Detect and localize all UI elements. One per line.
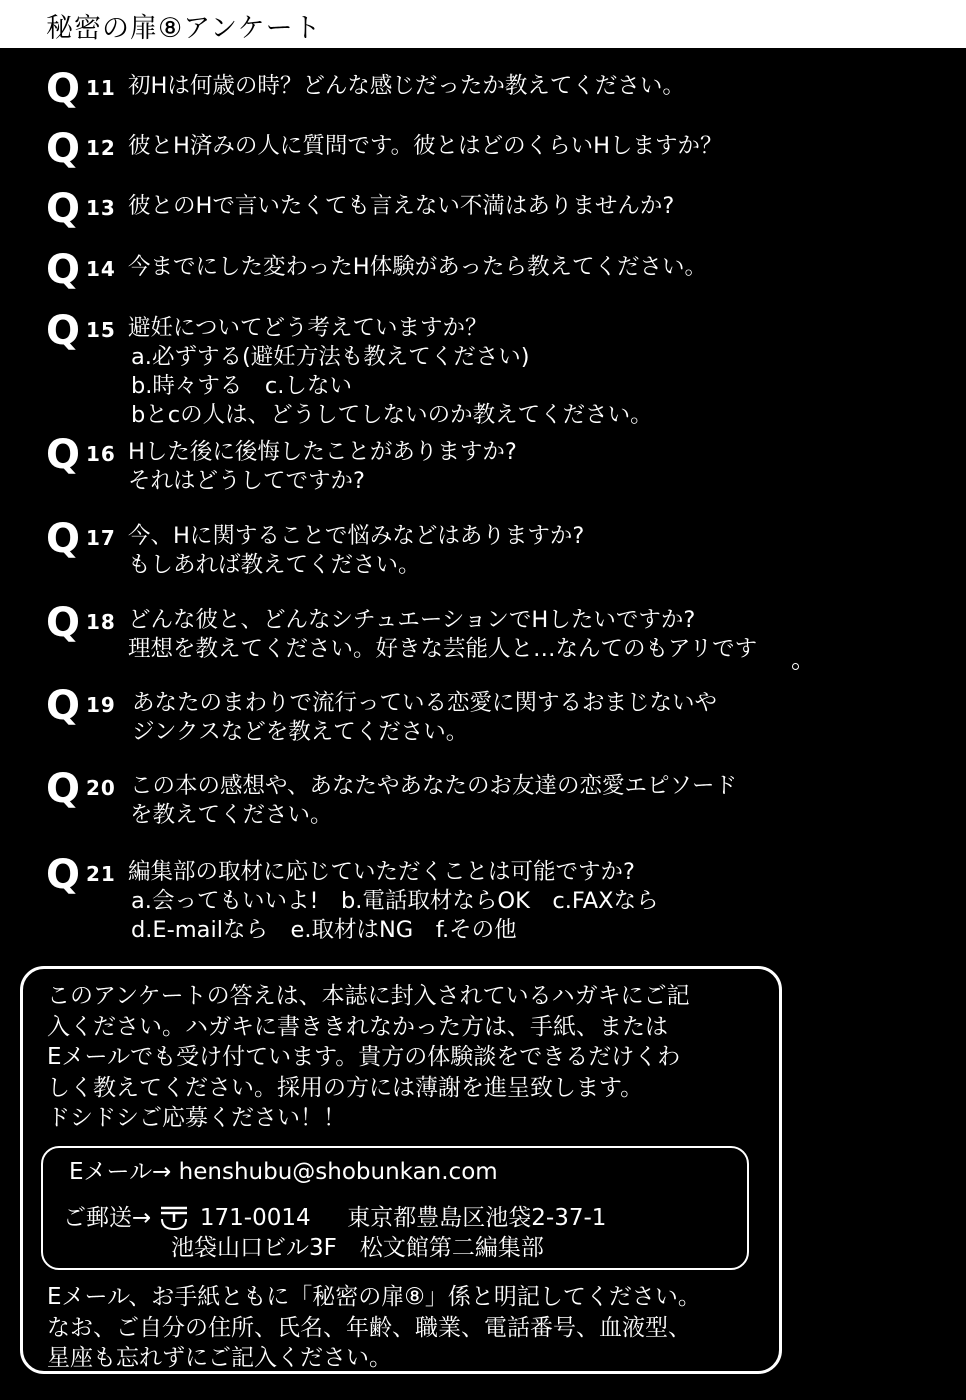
question-badge xyxy=(46,600,126,646)
question-badge xyxy=(46,186,126,232)
question-badge xyxy=(46,247,126,293)
q-number: 18 xyxy=(86,610,116,634)
answer-option-line: d.E-mailなら e.取材はNG f.その他 xyxy=(131,917,517,943)
answer-option-line: a.会ってもいいよ! b.電話取材ならOK c.FAXなら xyxy=(131,888,659,914)
q-letter: Q xyxy=(46,852,81,898)
intro-line: 入ください。ハガキに書ききれなかった方は、手紙、または xyxy=(47,1013,668,1040)
question-text xyxy=(132,689,717,747)
contact-box xyxy=(41,1146,749,1270)
header-band xyxy=(0,0,966,50)
question-text xyxy=(128,522,584,580)
q-letter: Q xyxy=(46,186,81,232)
question-line: を教えてください。 xyxy=(130,802,333,828)
footer-line: なお、ご自分の住所、氏名、年齢、職業、電話番号、血液型、 xyxy=(47,1314,691,1341)
mail-line xyxy=(63,1204,606,1232)
question-line: もしあれば教えてください。 xyxy=(128,552,421,578)
q-letter: Q xyxy=(46,247,81,293)
intro-text xyxy=(47,981,690,1134)
answer-option-line: b.時々する c.しない xyxy=(131,373,352,399)
question-text xyxy=(128,192,674,221)
question-line: 編集部の取材に応じていただくことは可能ですか? xyxy=(128,859,635,885)
postal-mark-icon xyxy=(159,1205,189,1229)
q-letter: Q xyxy=(46,308,81,354)
address-line-1: 東京都豊島区池袋2-37-1 xyxy=(347,1205,607,1231)
question-line: この本の感想や、あなたやあなたのお友達の恋愛エピソード xyxy=(130,773,738,799)
q-letter: Q xyxy=(46,432,81,478)
question-badge xyxy=(46,516,126,562)
q-letter: Q xyxy=(46,66,81,112)
q-number: 16 xyxy=(86,442,116,466)
q-letter: Q xyxy=(46,516,81,562)
email-label: Eメール→ xyxy=(69,1159,172,1185)
question-badge xyxy=(46,852,126,898)
q-letter: Q xyxy=(46,126,81,172)
email-line xyxy=(69,1158,498,1186)
question-line: それはどうしてですか? xyxy=(128,468,365,494)
question-line: ジンクスなどを教えてください。 xyxy=(132,719,469,745)
q-number: 15 xyxy=(86,318,116,342)
postal-code: 171-0014 xyxy=(199,1205,311,1231)
question-text xyxy=(128,253,707,282)
question-badge xyxy=(46,126,126,172)
answer-option-line: a.必ずする(避妊方法も教えてください) xyxy=(131,344,530,370)
question-badge xyxy=(46,308,126,354)
question-badge xyxy=(46,683,126,729)
question-line: 彼とH済みの人に質問です。彼とはどのくらいHしますか？ xyxy=(128,133,723,159)
q-number: 21 xyxy=(86,862,116,886)
q-letter: Q xyxy=(46,683,81,729)
intro-line: ドシドシご応募ください！！ xyxy=(47,1105,346,1131)
answer-option-line: bとcの人は、どうしてしないのか教えてください。 xyxy=(131,402,653,428)
mail-label: ご郵送→ xyxy=(63,1205,152,1231)
question-badge xyxy=(46,432,126,478)
question-line: 初Hは何歳の時？どんな感じだったか教えてください。 xyxy=(128,73,685,99)
question-line: どんな彼と、どんなシチュエーションでHしたいですか? xyxy=(128,607,696,633)
q-letter: Q xyxy=(46,600,81,646)
q-letter: Q xyxy=(46,766,81,812)
q-number: 14 xyxy=(86,257,116,281)
question-line: Hした後に後悔したことがありますか? xyxy=(128,439,517,465)
question-badge xyxy=(46,66,126,112)
email-address[interactable]: henshubu@shobunkan.com xyxy=(178,1159,498,1185)
page-title: 秘密の扉⑧アンケート xyxy=(46,13,322,44)
question-line: あなたのまわりで流行っている恋愛に関するおまじないや xyxy=(132,690,718,716)
q-number: 17 xyxy=(86,526,116,550)
address-line-2: 池袋山口ビル3F 松文館第二編集部 xyxy=(171,1235,544,1261)
question-text xyxy=(130,772,737,830)
question-text xyxy=(128,606,757,664)
q-number: 11 xyxy=(86,76,116,100)
intro-line: Eメールでも受け付ています。貴方の体験談をできるだけくわ xyxy=(47,1044,681,1070)
question-text xyxy=(128,438,517,496)
q-number: 19 xyxy=(86,693,116,717)
question-line: 理想を教えてください。好きな芸能人と…なんてのもアリです xyxy=(128,636,758,662)
question-text xyxy=(128,72,685,101)
footer-line: 星座も忘れずにご記入ください。 xyxy=(47,1345,392,1371)
intro-line: このアンケートの答えは、本誌に封入されているハガキにご記 xyxy=(47,983,690,1009)
q-number: 20 xyxy=(86,776,116,800)
question-line: 彼とのHで言いたくても言えない不満はありませんか? xyxy=(128,193,675,219)
footer-text xyxy=(47,1282,701,1374)
footer-line: Eメール、お手紙ともに「秘密の扉⑧」係と明記してください。 xyxy=(47,1284,701,1310)
decorative-dot xyxy=(792,663,799,670)
question-line: 避妊についてどう考えていますか？ xyxy=(128,315,488,341)
q-number: 13 xyxy=(86,196,116,220)
q-number: 12 xyxy=(86,136,116,160)
question-line: 今までにした変わったH体験があったら教えてください。 xyxy=(128,254,707,280)
question-text xyxy=(128,858,659,945)
question-text xyxy=(128,132,723,161)
intro-line: しく教えてください。採用の方には薄謝を進呈致します。 xyxy=(47,1074,644,1101)
question-badge xyxy=(46,766,126,812)
submission-info-box xyxy=(20,966,782,1374)
question-line: 今、Hに関することで悩みなどはありますか? xyxy=(128,523,585,549)
question-text xyxy=(128,314,653,430)
